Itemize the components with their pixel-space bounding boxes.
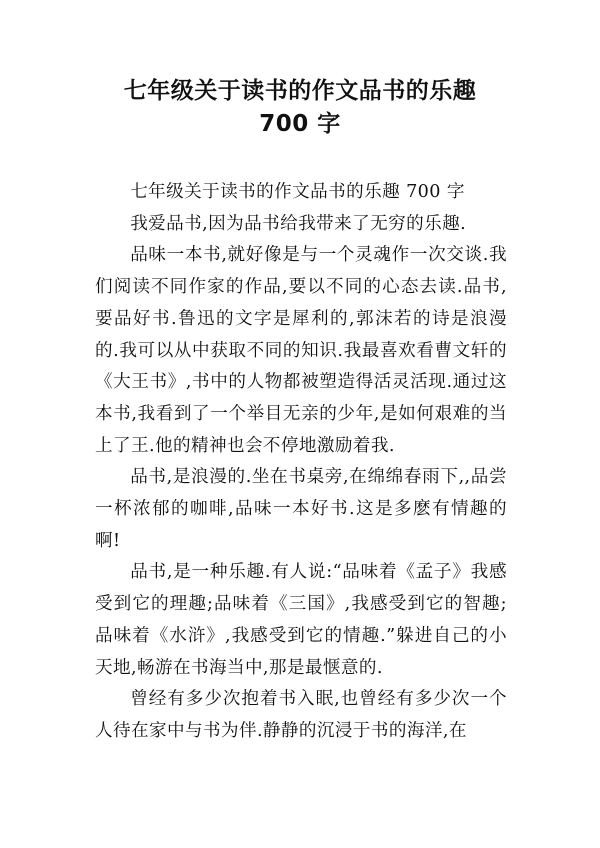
paragraph-2: 品味一本书,就好像是与一个灵魂作一次交谈.我们阅读不同作家的作品,要以不同的心态去读.品书,要品好书.鲁迅的文字是犀利的,郭沫若的诗是浪漫的.我可以从中获取不同的知识.我最喜欢看曹文轩的《大王书》,书中的人物都被塑造得活灵活现.通过这本书,我看到了一个举目无亲的少年,是如何艰难的当上了王.他的精神也会不停地激励着我. (95, 245, 507, 456)
paragraph-5: 曾经有多少次抱着书入眠,也曾经有多少次一个人待在家中与书为伴.静静的沉浸于书的海洋,在 (95, 689, 507, 741)
document-title-line-1: 七年级关于读书的作文品书的乐趣 (123, 78, 477, 104)
paragraph-subtitle: 七年级关于读书的作文品书的乐趣 700 字 (130, 182, 465, 202)
paragraph-4: 品书,是一种乐趣.有人说:“品味着《孟子》我感受到它的理趣;品味着《三国》,我感受到它的智趣;品味着《水浒》,我感受到它的情趣.”躲进自己的小天地,畅游在书海当中,那是最惬意的. (95, 562, 507, 678)
document-title-line-2: 700 字 (259, 111, 341, 137)
document-body (95, 177, 507, 748)
paragraph-1: 我爱品书,因为品书给我带来了无穷的乐趣. (130, 213, 467, 234)
paragraph-3: 品书,是浪漫的.坐在书桌旁,在绵绵春雨下,,品尝一杯浓郁的咖啡,品味一本好书.这是多麽有情趣的啊! (95, 467, 507, 551)
